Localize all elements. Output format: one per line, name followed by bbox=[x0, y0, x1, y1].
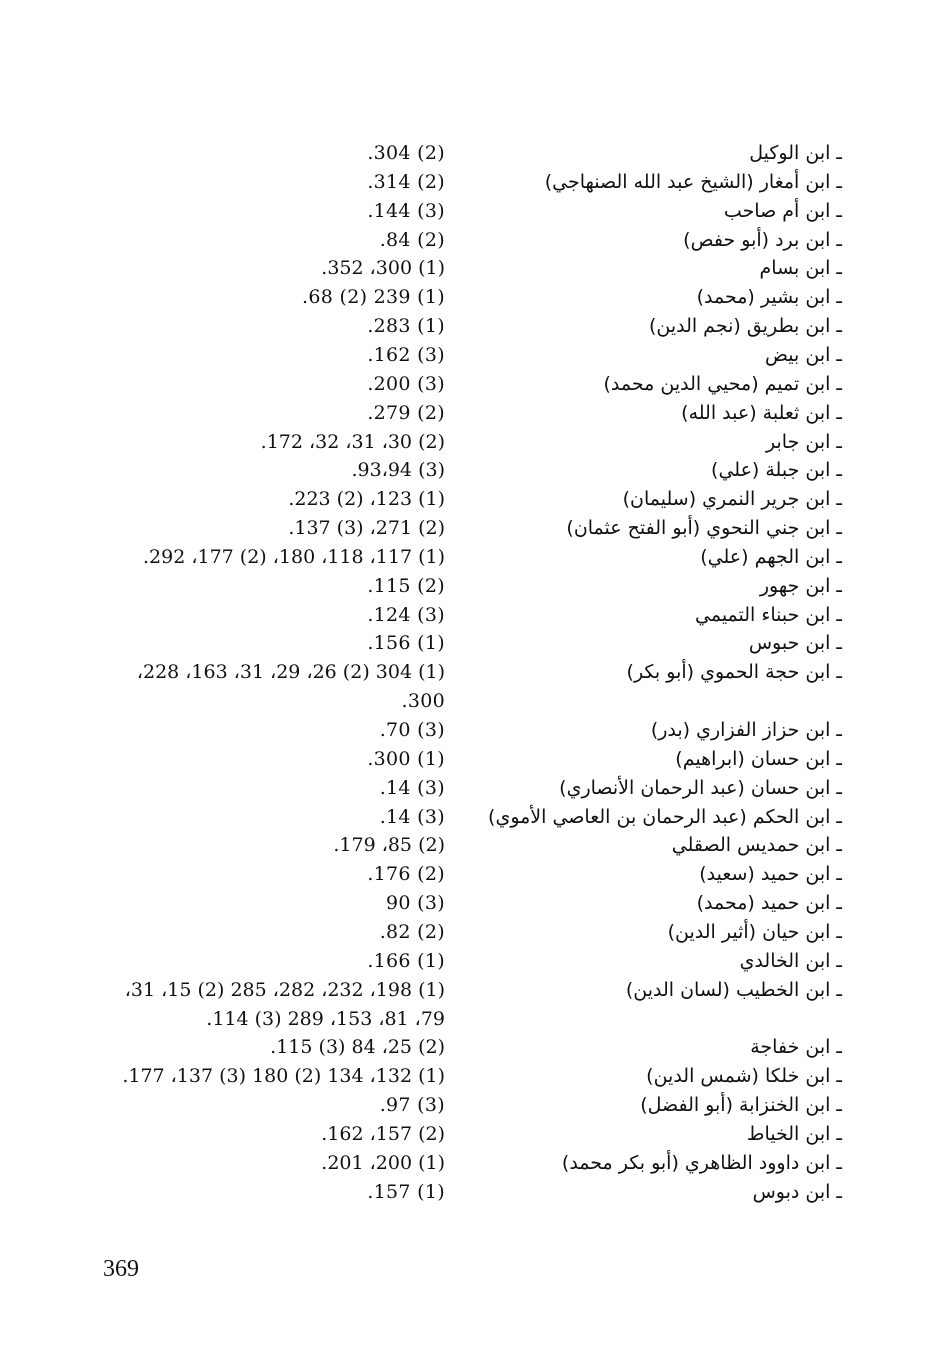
entry-page-refs: (2) 85، 179. bbox=[333, 834, 445, 857]
index-entry bbox=[0, 889, 946, 917]
entry-name: ـ ابن الجهم (علي) bbox=[700, 545, 842, 568]
index-entry bbox=[0, 283, 946, 311]
index-entry bbox=[0, 399, 946, 427]
entry-name: ـ ابن تميم (محيي الدين محمد) bbox=[603, 372, 842, 395]
index-entry bbox=[0, 370, 946, 398]
entry-page-refs: (3) 124. bbox=[367, 603, 445, 626]
index-entry bbox=[0, 1033, 946, 1061]
entry-page-refs: (1) 198، 232، 282، 285 (2) 15، 31، bbox=[124, 978, 445, 1001]
entry-name: ـ ابن حمديس الصقلي bbox=[671, 834, 842, 857]
entry-page-refs: (3) 14. bbox=[379, 805, 445, 828]
entry-page-refs: (1) 132، 134 (2) 180 (3) 137، 177. bbox=[122, 1065, 445, 1088]
entry-name: ـ ابن أمغار (الشيخ عبد الله الصنهاجي) bbox=[544, 170, 842, 193]
entry-name: ـ ابن جرير النمري (سليمان) bbox=[622, 488, 842, 511]
index-entry bbox=[0, 1149, 946, 1177]
entry-name: ـ ابن جهور bbox=[759, 574, 842, 597]
entry-name: ـ ابن حيان (أثير الدين) bbox=[667, 920, 842, 943]
index-entry bbox=[0, 658, 946, 686]
entry-name: ـ ابن الخنزابة (أبو الفضل) bbox=[640, 1094, 842, 1117]
index-entry bbox=[0, 831, 946, 859]
entry-name: ـ ابن حبوس bbox=[748, 632, 842, 655]
entry-page-refs: (1) 239 (2) 68. bbox=[302, 286, 445, 309]
index-entry bbox=[0, 1178, 946, 1206]
index-entry bbox=[0, 1062, 946, 1090]
index-entry bbox=[0, 774, 946, 802]
entry-name: ـ ابن خلكا (شمس الدين) bbox=[646, 1065, 842, 1088]
entry-page-refs: (2) 304. bbox=[367, 142, 445, 164]
entry-page-refs: (3) 90 bbox=[386, 892, 445, 915]
index-entry bbox=[0, 341, 946, 369]
entry-page-refs: (1) 166. bbox=[367, 949, 445, 972]
entry-page-refs: (2) 157، 162. bbox=[321, 1122, 445, 1145]
index-entry bbox=[0, 803, 946, 831]
entry-name: ـ ابن حسان (عبد الرحمان الأنصاري) bbox=[559, 776, 842, 799]
entry-name: ـ ابن برد (أبو حفص) bbox=[683, 228, 842, 251]
entry-name: ـ ابن بيض bbox=[765, 343, 842, 366]
index-entry bbox=[0, 456, 946, 484]
index-entry bbox=[0, 745, 946, 773]
index-entry bbox=[0, 514, 946, 542]
entry-name: ـ ابن بسام bbox=[759, 257, 842, 280]
entry-name: ـ ابن جني النحوي (أبو الفتح عثمان) bbox=[566, 517, 842, 540]
entry-name: ـ ابن الحكم (عبد الرحمان بن العاصي الأموي) bbox=[488, 805, 842, 828]
entry-name: ـ ابن بطريق (نجم الدين) bbox=[648, 315, 842, 338]
index-entry bbox=[0, 428, 946, 456]
index-entry bbox=[0, 139, 946, 167]
entry-page-refs: (3) 70. bbox=[379, 719, 445, 741]
entry-page-refs: (1) 304 (2) 26، 29، 31، 163، 228، bbox=[136, 661, 445, 684]
entry-page-refs: (1) 300، 352. bbox=[321, 257, 445, 280]
entry-page-refs: (3) 162. bbox=[367, 343, 445, 366]
index-entry bbox=[0, 197, 946, 225]
index-entry bbox=[0, 629, 946, 657]
entry-name: ـ ابن ثعلبة (عبد الله) bbox=[681, 401, 842, 424]
entry-name: ـ ابن الخالدي bbox=[739, 949, 842, 972]
entry-page-refs: (1) 200، 201. bbox=[321, 1151, 445, 1174]
entry-name: ـ ابن الخياط bbox=[746, 1122, 842, 1145]
entry-name: ـ ابن حميد (محمد) bbox=[696, 892, 842, 915]
index-entry bbox=[0, 918, 946, 946]
entry-page-refs: 79، 81، 153، 289 (3) 114. bbox=[206, 1007, 445, 1030]
entry-page-refs: (1) 123، (2) 223. bbox=[288, 488, 445, 511]
entry-name: ـ ابن داوود الظاهري (أبو بكر محمد) bbox=[561, 1151, 842, 1174]
entry-page-refs: (2) 115. bbox=[367, 574, 445, 597]
entry-name: ـ ابن أم صاحب bbox=[723, 199, 842, 222]
entry-page-refs: (3) 200. bbox=[367, 372, 445, 395]
entry-page-refs: (2) 279. bbox=[367, 401, 445, 424]
index-entry bbox=[0, 716, 946, 744]
index-entry bbox=[0, 226, 946, 254]
entry-name: ـ ابن جابر bbox=[766, 430, 842, 453]
index-entry bbox=[0, 543, 946, 571]
index-entry bbox=[0, 168, 946, 196]
entry-page-refs: (1) 156. bbox=[367, 632, 445, 655]
index-entry bbox=[0, 601, 946, 629]
page-number: 369 bbox=[103, 1256, 139, 1282]
index-entry bbox=[0, 1120, 946, 1148]
entry-name: ـ ابن حبناء التميمي bbox=[695, 603, 842, 626]
index-entry bbox=[0, 1005, 946, 1033]
entry-page-refs: (3) 93،94. bbox=[351, 459, 445, 482]
entry-page-refs: (2) 25، 84 (3) 115. bbox=[270, 1036, 445, 1059]
index-entry bbox=[0, 254, 946, 282]
entry-page-refs: (3) 97. bbox=[379, 1094, 445, 1117]
entry-name: ـ ابن دبوس bbox=[752, 1180, 842, 1203]
entry-page-refs: 300. bbox=[401, 690, 445, 713]
entry-name: ـ ابن حزاز الفزاري (بدر) bbox=[650, 719, 842, 741]
entry-name: ـ ابن جبلة (علي) bbox=[711, 459, 842, 482]
entry-page-refs: (1) 283. bbox=[367, 315, 445, 338]
entry-name: ـ ابن الخطيب (لسان الدين) bbox=[625, 978, 842, 1001]
entry-name: ـ ابن خفاجة bbox=[750, 1036, 842, 1059]
entry-page-refs: (2) 314. bbox=[367, 170, 445, 193]
entry-page-refs: (2) 82. bbox=[379, 920, 445, 943]
index-entry bbox=[0, 976, 946, 1004]
entry-page-refs: (2) 271، (3) 137. bbox=[288, 517, 445, 540]
entry-page-refs: (1) 117، 118، 180، (2) 177، 292. bbox=[143, 545, 445, 568]
entry-name: ـ ابن بشير (محمد) bbox=[696, 286, 842, 309]
index-entry bbox=[0, 572, 946, 600]
index-entry bbox=[0, 947, 946, 975]
entry-page-refs: (3) 144. bbox=[367, 199, 445, 222]
entry-page-refs: (2) 30، 31، 32، 172. bbox=[260, 430, 445, 453]
index-entry bbox=[0, 860, 946, 888]
index-entry bbox=[0, 485, 946, 513]
entry-name: ـ ابن حسان (ابراهيم) bbox=[675, 747, 842, 770]
entry-name: ـ ابن الوكيل bbox=[749, 142, 842, 164]
index-entry bbox=[0, 687, 946, 715]
index-entry bbox=[0, 312, 946, 340]
entry-page-refs: (2) 84. bbox=[379, 228, 445, 251]
entry-page-refs: (1) 157. bbox=[367, 1180, 445, 1203]
entry-name: ـ ابن حجة الحموي (أبو بكر) bbox=[626, 661, 842, 684]
entry-name: ـ ابن حميد (سعيد) bbox=[699, 863, 842, 886]
entry-page-refs: (3) 14. bbox=[379, 776, 445, 799]
entry-page-refs: (2) 176. bbox=[367, 863, 445, 886]
index-entry bbox=[0, 1091, 946, 1119]
entry-page-refs: (1) 300. bbox=[367, 747, 445, 770]
